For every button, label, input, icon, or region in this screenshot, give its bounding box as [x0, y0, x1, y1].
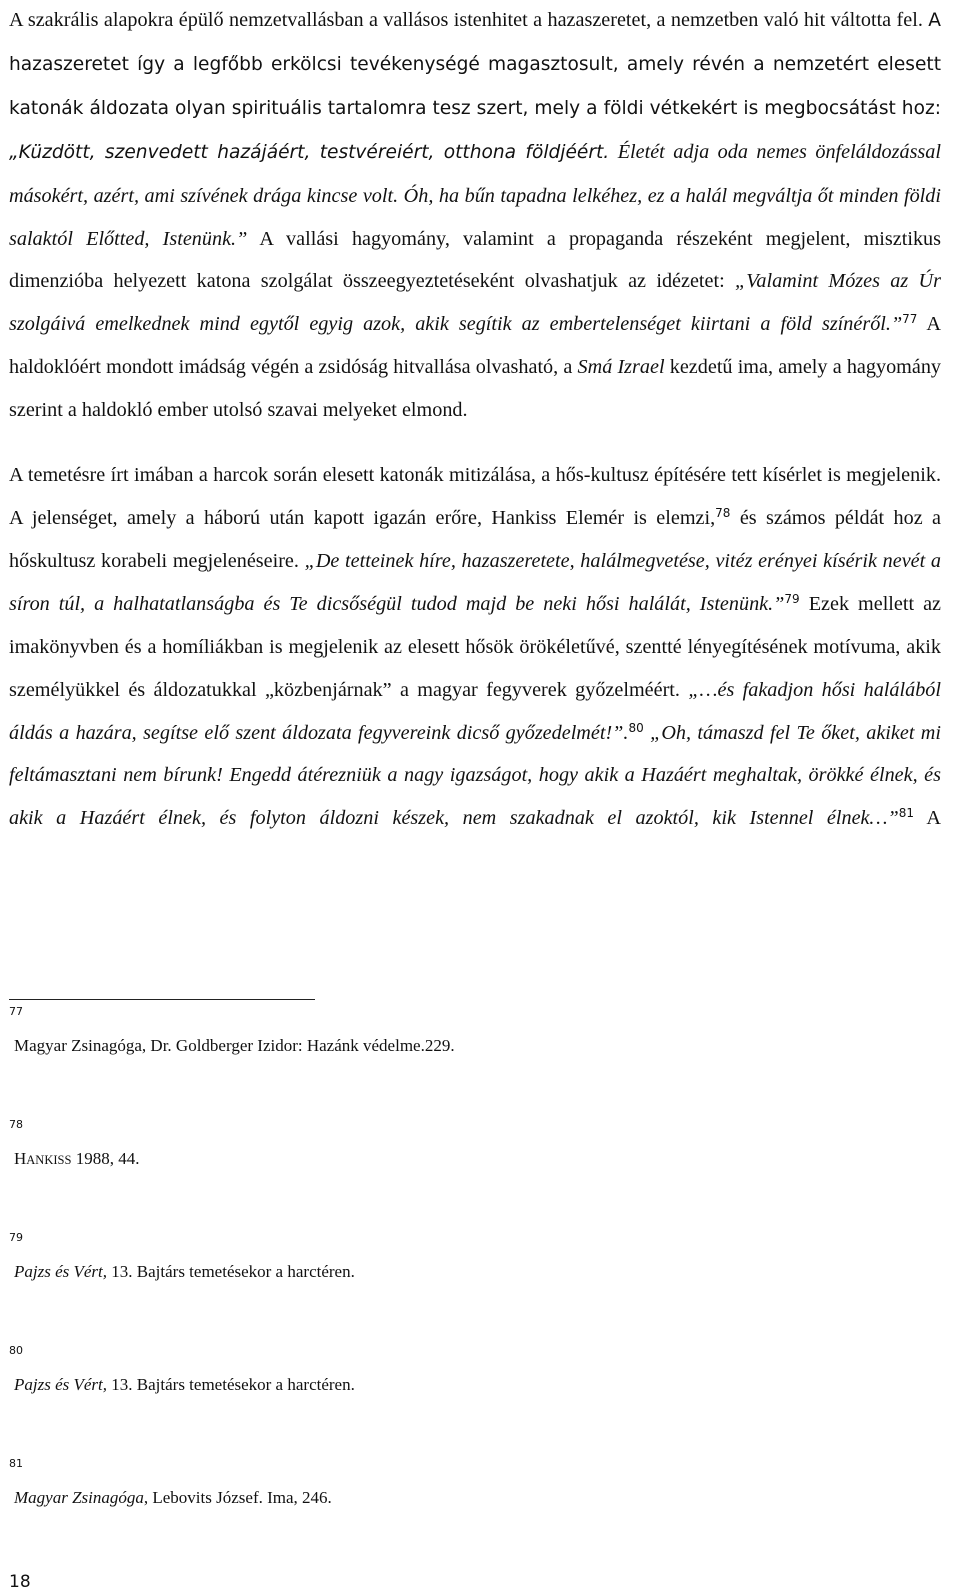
p2-tail: A — [926, 807, 942, 830]
p2-sentence-1: A temetésre írt imában a harcok során elesett katonák mitizálása, a hős-kultusz építésére tett kísérlet is megjelenik. — [9, 464, 941, 487]
p2-quote-1: „De tetteinek híre, hazaszeretete, halálmegvetése, vitéz erényei kísérik nevét a síron túl, a halhatatlanságba és Te dicsőségül tudod majd be neki hősi halálát, Istenünk.” — [9, 549, 941, 615]
footnote-ref-81[interactable]: 81 — [898, 806, 914, 821]
citation: 13. Bajtárs temetésekor a harctéren. — [107, 1375, 355, 1394]
p2-sentence-3: és számos példát hoz a hőskultusz korabeli megjelenéseire. — [9, 506, 942, 572]
p2-sentence-4: Ezek mellett az imakönyvben és a homíliákban is megjelenik az elesett hősök örökéletűvé, szentté lényegítésének motívuma, akik személyükkel és áldozatukkal „közbenjárnak” a magyar fegyverek győzelméért. — [9, 592, 941, 701]
footnote-78 — [9, 1118, 929, 1170]
footnote-81 — [9, 1457, 929, 1508]
footnote-ref-80[interactable]: 80 — [628, 720, 644, 735]
p1-sentence-2: A hazaszeretet így a legfőbb erkölcsi tevékenységé magasztosult, amely révén a nemzetért elesett katonák áldozata olyan spirituális tartalomra tesz szert, mely a földi vétkekért is megbocsátást hoz: — [9, 10, 942, 119]
citation: 1988, 44. — [71, 1149, 140, 1168]
footnote-separator — [9, 999, 315, 1000]
author-initial: H — [14, 1149, 27, 1168]
footnote-text — [14, 1488, 929, 1508]
page-number: 18 — [9, 1572, 31, 1592]
source-title: Pajzs és Vért, — [14, 1262, 108, 1281]
paragraph-2 — [9, 454, 941, 840]
p1-sentence-5: kezdetű ima, amely a hagyomány szerint a haldokló ember utolsó szavai melyeket elmond. — [9, 356, 942, 422]
footnote-text — [14, 1262, 929, 1282]
footnote-ref-77[interactable]: 77 — [902, 312, 918, 327]
p1-sentence-1: A szakrális alapokra épülő nemzetvallásban a vallásos istenhitet a hazaszeretet, a nemzetben való hit váltotta fel. — [9, 9, 923, 31]
p2-quote-2: „…és fakadjon hősi halálából áldás a hazára, segítse elő szent áldozata fegyvereink dicső győzedelmét!”. — [9, 678, 942, 744]
footnote-79 — [9, 1231, 929, 1282]
footnote-80 — [9, 1344, 929, 1395]
p1-quote-1: „Küzdött, szenvedett hazájáért, testvéreiért, otthona földjéért. — [9, 141, 610, 163]
footnote-number: 79 — [9, 1231, 23, 1244]
footnote-number: 78 — [9, 1118, 23, 1131]
p1-shema: Smá Izrael — [577, 356, 665, 379]
p1-quote-2: Életét adja oda nemes önfeláldozással másokért, azért, ami szívének drága kincse volt. Óh, ha bűn tapadna lelkéhez, ez a halál megváltja őt minden földi salaktól Előtted, Istenünk.” — [9, 140, 941, 250]
p1-quote-3: „Valamint Mózes az Úr szolgáivá emelkednek mind egytől egyig azok, akik segítik az embertelenséget kiirtani a föld színéről.” — [9, 270, 941, 336]
p2-sentence-2: A jelenséget, amely a háború után kapott igazán erőre, Hankiss Elemér is elemzi, — [9, 506, 716, 529]
p1-sentence-3: A vallási hagyomány, valamint a propaganda részeként megjelent, misztikus dimenzióba helyezett katona szolgálat összeegyeztetéseként olvashatjuk az idézetet: — [9, 227, 941, 293]
author-rest: ANKISS — [26, 1153, 72, 1167]
footnote-text — [14, 1375, 929, 1395]
footnote-ref-79[interactable]: 79 — [784, 591, 800, 606]
source-title: Pajzs és Vért, — [14, 1375, 108, 1394]
citation: 13. Bajtárs temetésekor a harctéren. — [107, 1262, 355, 1281]
footnote-text — [14, 1149, 929, 1170]
footnote-77 — [9, 1005, 929, 1056]
footnote-number: 80 — [9, 1344, 23, 1357]
footnote-ref-78[interactable]: 78 — [715, 505, 731, 520]
paragraph-1 — [9, 0, 941, 432]
source-title: Magyar Zsinagóga — [14, 1488, 144, 1507]
page-body — [9, 0, 941, 840]
footnote-number: 77 — [9, 1005, 23, 1018]
footnote-text: Magyar Zsinagóga, Dr. Goldberger Izidor: Hazánk védelme.229. — [14, 1036, 455, 1055]
citation: , Lebovits József. Ima, 246. — [143, 1488, 332, 1507]
p1-sentence-4: A haldoklóért mondott imádság végén a zsidóság hitvallása olvasható, a — [9, 313, 941, 379]
p2-quote-3: „Oh, támaszd fel Te őket, akiket mi feltámasztani nem bírunk! Engedd átérezniük a nagy igazságot, hogy akik a Hazáért meghaltak, örökké élnek, és akik a Hazáért élnek, és folyton áldozni készek, nem szakadnak el azoktól, kik Istennel élnek…” — [9, 721, 941, 830]
footnote-number: 81 — [9, 1457, 23, 1470]
